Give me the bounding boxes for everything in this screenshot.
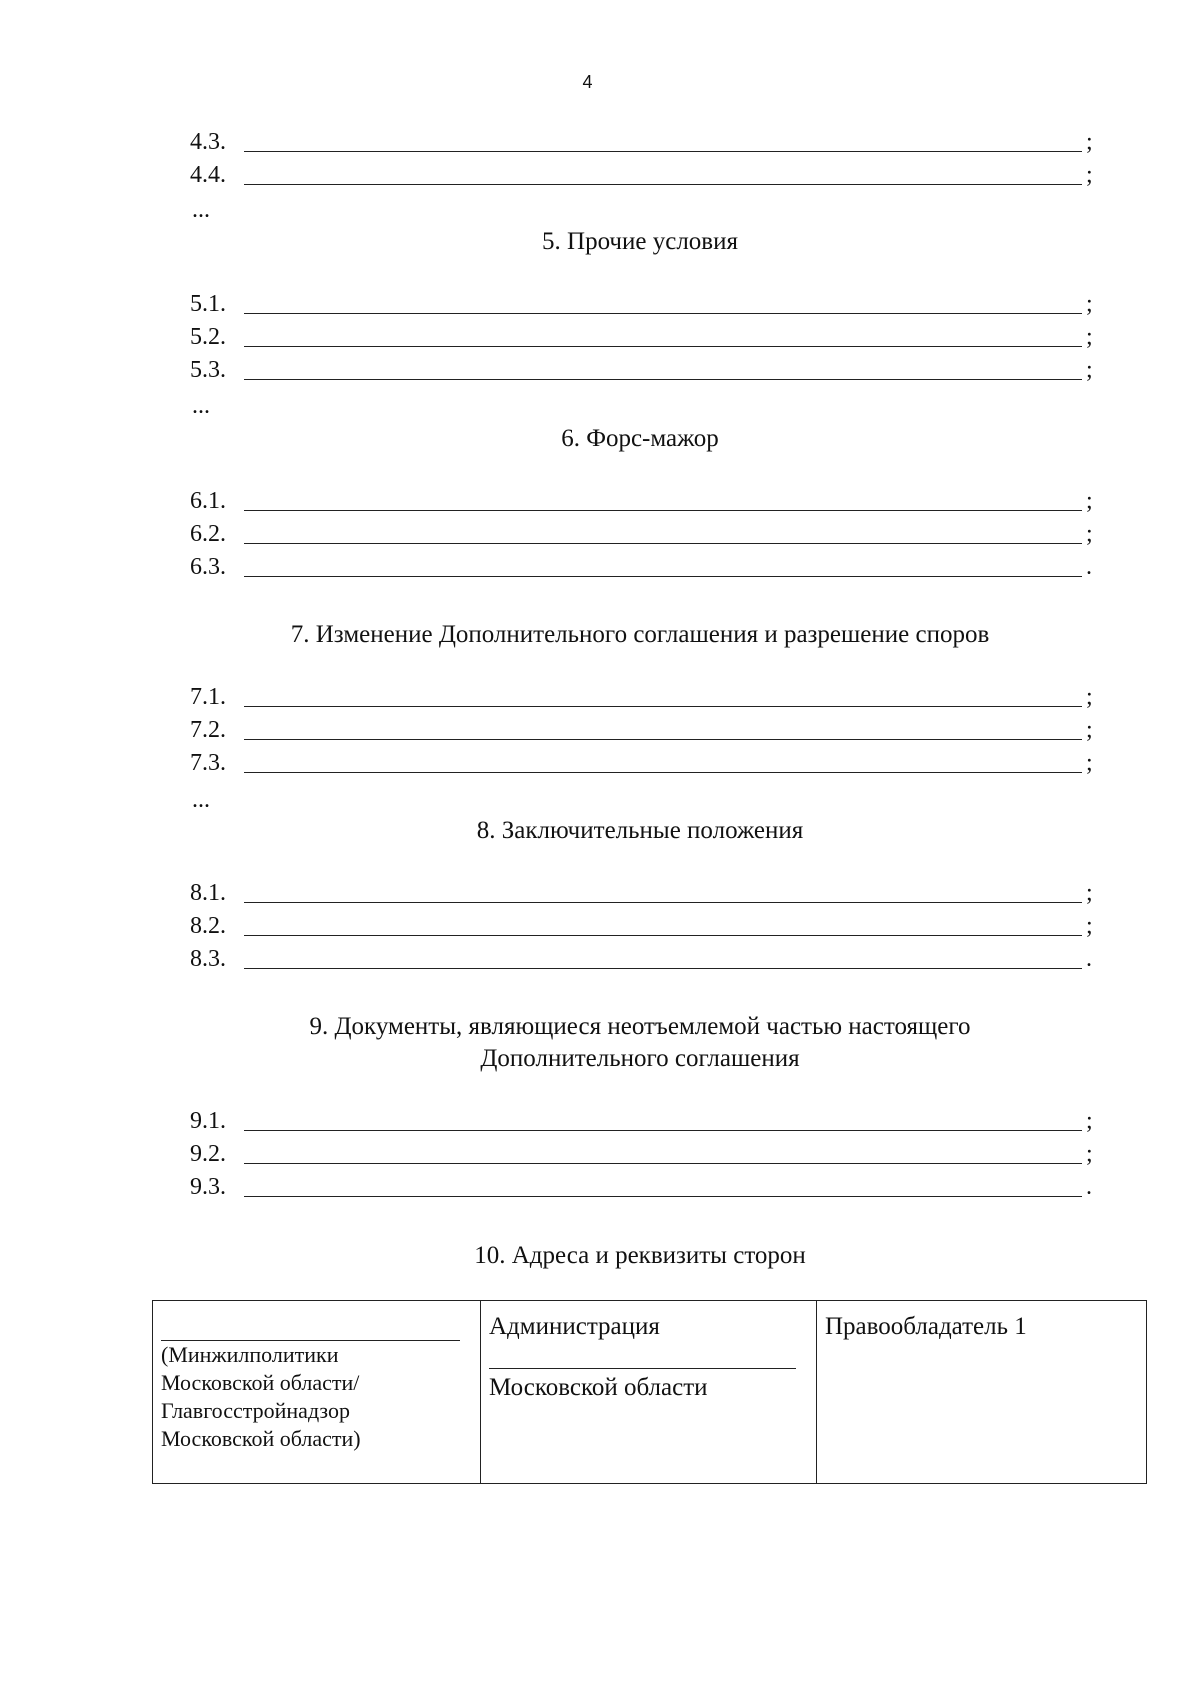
clause-9-1 [190, 1106, 1100, 1136]
clause-5-3 [190, 355, 1100, 385]
clause-number: 9.1. [190, 1108, 226, 1134]
party-1-text [153, 1341, 480, 1453]
clause-terminator: . [1086, 946, 1092, 972]
clause-terminator: ; [1086, 913, 1093, 939]
clause-terminator: ; [1086, 1108, 1093, 1134]
section-heading-7: 7. Изменение Дополнительного соглашения и разрешение споров [290, 621, 990, 648]
ellipsis: ... [192, 393, 210, 419]
clause-number: 8.2. [190, 913, 226, 939]
fill-in-line [244, 1129, 1082, 1131]
party-cell-administration [481, 1301, 817, 1484]
section-heading-6: 6. Форс-мажор [561, 425, 719, 452]
fill-in-line [244, 509, 1082, 511]
clause-number: 7.2. [190, 717, 226, 743]
clause-4-3 [190, 127, 1100, 157]
ellipsis: ... [192, 197, 210, 223]
ellipsis: ... [192, 787, 210, 813]
page-number: 4 [582, 72, 593, 92]
clause-terminator: ; [1086, 162, 1093, 188]
fill-in-line [244, 967, 1082, 969]
clause-terminator: ; [1086, 291, 1093, 317]
clause-number: 6.3. [190, 554, 226, 580]
clause-7-3 [190, 748, 1100, 778]
clause-number: 6.2. [190, 521, 226, 547]
clause-terminator: ; [1086, 357, 1093, 383]
clause-terminator: ; [1086, 750, 1093, 776]
clause-number: 5.1. [190, 291, 226, 317]
clause-7-1 [190, 682, 1100, 712]
requisites-row [153, 1301, 1147, 1484]
fill-in-line [244, 705, 1082, 707]
section-heading-9-line2: Дополнительного соглашения [480, 1045, 800, 1072]
party-1-line: Главгосстройнадзор [161, 1398, 350, 1423]
fill-in-line [244, 1195, 1082, 1197]
clause-number: 6.1. [190, 488, 226, 514]
party-3-title: Правообладатель 1 [825, 1313, 1027, 1340]
fill-in-line [244, 934, 1082, 936]
clause-number: 7.1. [190, 684, 226, 710]
clause-number: 9.3. [190, 1174, 226, 1200]
clause-terminator: ; [1086, 684, 1093, 710]
party-1-line: Московской области) [161, 1426, 361, 1451]
clause-terminator: ; [1086, 324, 1093, 350]
fill-in-line [244, 312, 1082, 314]
section-heading-9-line1: 9. Документы, являющиеся неотъемлемой частью настоящего [309, 1013, 971, 1040]
clause-number: 8.3. [190, 946, 226, 972]
clause-number: 7.3. [190, 750, 226, 776]
clause-number: 5.2. [190, 324, 226, 350]
party-1-line: Московской области/ [161, 1370, 360, 1395]
fill-in-line [244, 183, 1082, 185]
clause-number: 9.2. [190, 1141, 226, 1167]
clause-number: 5.3. [190, 357, 226, 383]
party-2-title: Администрация [489, 1313, 660, 1340]
fill-in-line [244, 345, 1082, 347]
fill-in-line [244, 575, 1082, 577]
clause-number: 8.1. [190, 880, 226, 906]
clause-7-2 [190, 715, 1100, 745]
clause-terminator: ; [1086, 521, 1093, 547]
clause-8-1 [190, 878, 1100, 908]
fill-in-line [244, 738, 1082, 740]
clause-terminator: . [1086, 1174, 1092, 1200]
clause-terminator: ; [1086, 880, 1093, 906]
section-heading-5: 5. Прочие условия [542, 228, 738, 255]
clause-number: 4.3. [190, 129, 226, 155]
clause-9-2 [190, 1139, 1100, 1169]
party-1-line: (Минжилполитики [161, 1342, 339, 1367]
clause-terminator: ; [1086, 129, 1093, 155]
clause-terminator: . [1086, 554, 1092, 580]
fill-in-line [244, 378, 1082, 380]
clause-8-2 [190, 911, 1100, 941]
party-2-region: Московской области [489, 1374, 708, 1401]
clause-8-3 [190, 944, 1100, 974]
fill-in-line [244, 1162, 1082, 1164]
clause-6-3 [190, 552, 1100, 582]
fill-in-line [244, 150, 1082, 152]
fill-in-line [244, 771, 1082, 773]
clause-number: 4.4. [190, 162, 226, 188]
clause-terminator: ; [1086, 488, 1093, 514]
clause-terminator: ; [1086, 717, 1093, 743]
fill-in-line [244, 542, 1082, 544]
clause-6-2 [190, 519, 1100, 549]
clause-terminator: ; [1086, 1141, 1093, 1167]
fill-in-line [244, 901, 1082, 903]
section-heading-8: 8. Заключительные положения [476, 817, 804, 844]
clause-5-2 [190, 322, 1100, 352]
section-heading-10: 10. Адреса и реквизиты сторон [474, 1242, 806, 1269]
party-cell-rightholder [817, 1301, 1147, 1484]
clause-9-3 [190, 1172, 1100, 1202]
clause-4-4 [190, 160, 1100, 190]
party-cell-ministry [153, 1301, 481, 1484]
clause-5-1 [190, 289, 1100, 319]
requisites-table [152, 1300, 1147, 1484]
clause-6-1 [190, 486, 1100, 516]
